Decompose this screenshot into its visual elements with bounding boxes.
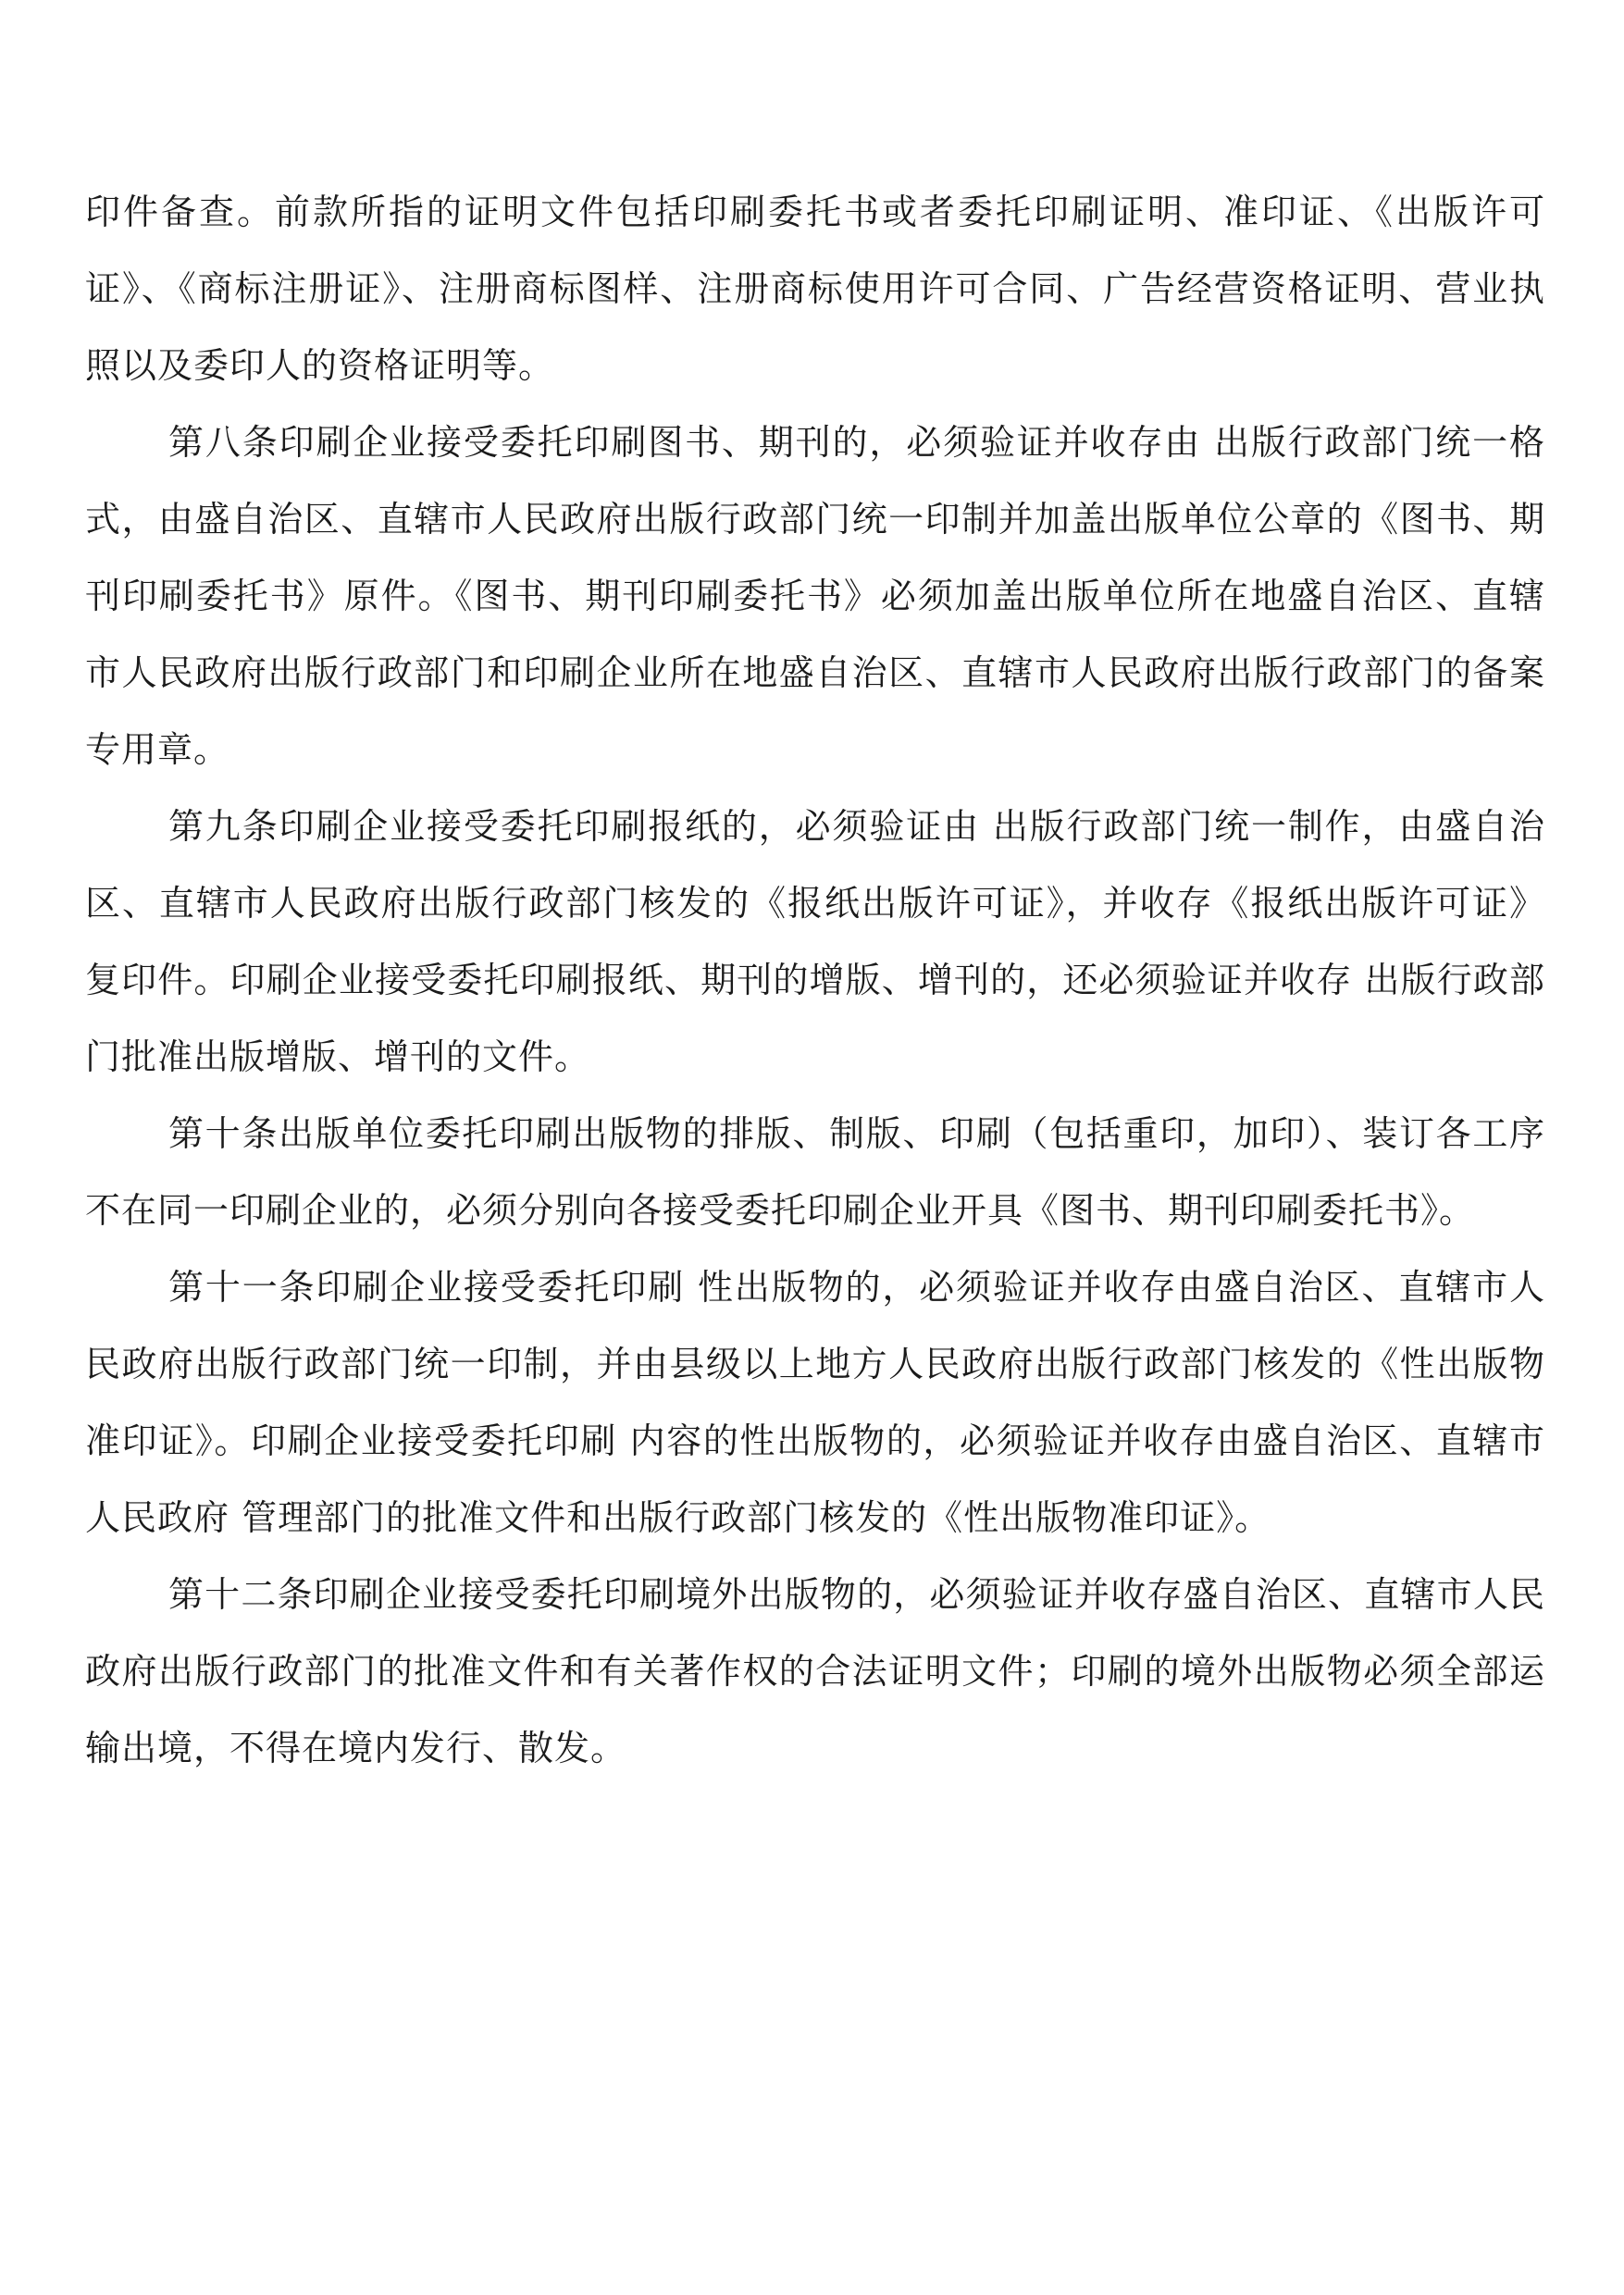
paragraph-article-12: 第十二条印刷企业接受委托印刷境外出版物的，必须验证并收存盛自治区、直辖市人民政府出版行政部门的批准文件和有关著作权的合法证明文件；印刷的境外出版物必须全部运输出境，不得在境内发行、散发。 — [85, 1574, 1545, 1768]
paragraph-article-8: 第八条印刷企业接受委托印刷图书、期刊的，必须验证并收存由 出版行政部门统一格式，由盛自治区、直辖市人民政府出版行政部门统一印制并加盖出版单位公章的《图书、期刊印刷委托书》原件。《图书、期刊印刷委托书》必须加盖出版单位所在地盛自治区、直辖市人民政府出版行政部门和印刷企业所在地盛自治区、直辖市人民政府出版行政部门的备案专用章。 — [85, 422, 1545, 770]
document-body — [85, 174, 1545, 1787]
paragraph-article-10: 第十条出版单位委托印刷出版物的排版、制版、印刷（包括重印，加印）、装订各工序不在同一印刷企业的，必须分别向各接受委托印刷企业开具《图书、期刊印刷委托书》。 — [85, 1113, 1545, 1231]
paragraph-article-9: 第九条印刷企业接受委托印刷报纸的，必须验证由 出版行政部门统一制作，由盛自治区、直辖市人民政府出版行政部门核发的《报纸出版许可证》，并收存《报纸出版许可证》复印件。印刷企业接受委托印刷报纸、期刊的增版、增刊的，还必须验证并收存 出版行政部门批准出版增版、增刊的文件。 — [85, 806, 1545, 1077]
paragraph-continuation: 印件备查。前款所指的证明文件包括印刷委托书或者委托印刷证明、准印证、《出版许可证》、《商标注册证》、注册商标图样、注册商标使用许可合同、广告经营资格证明、营业执照以及委印人的资格证明等。 — [85, 192, 1545, 386]
paragraph-article-11: 第十一条印刷企业接受委托印刷 性出版物的，必须验证并收存由盛自治区、直辖市人民政府出版行政部门统一印制，并由县级以上地方人民政府出版行政部门核发的《性出版物准印证》。印刷企业接受委托印刷 内容的性出版物的，必须验证并收存由盛自治区、直辖市人民政府 管理部门的批准文件和出版行政部门核发的《性出版物准印证》。 — [85, 1267, 1545, 1538]
